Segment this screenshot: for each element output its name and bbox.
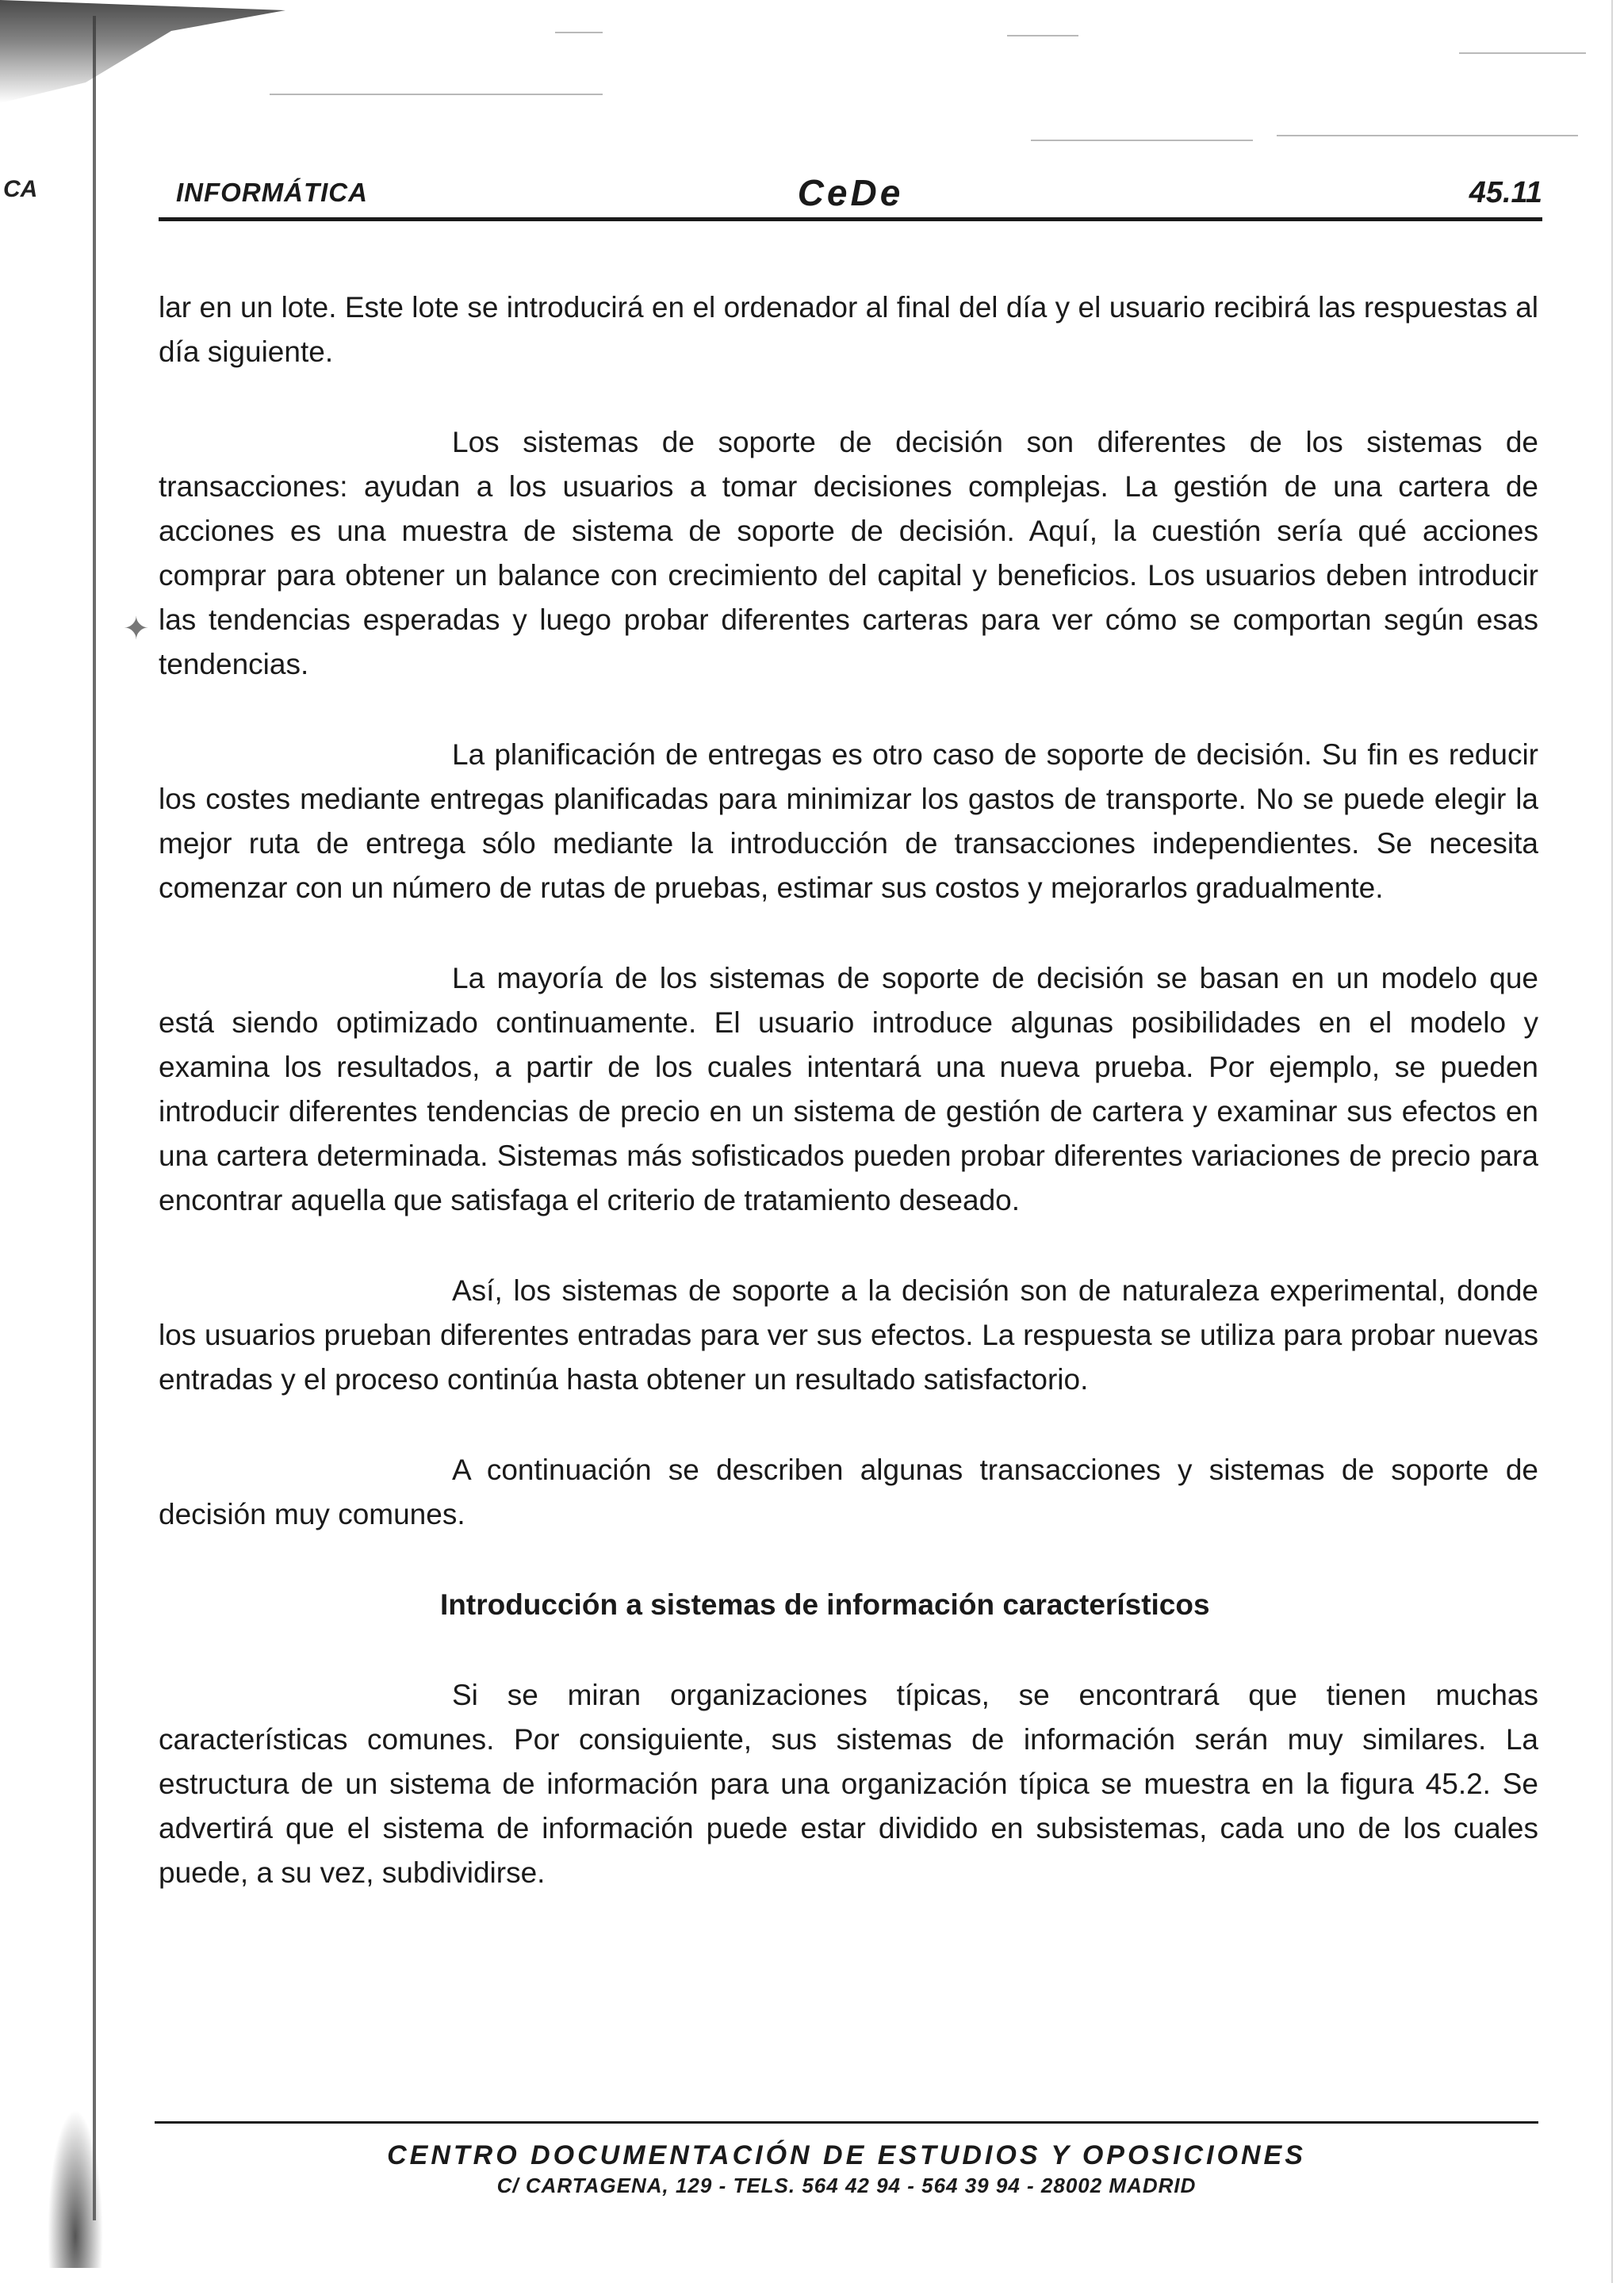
scan-stroke (1459, 52, 1586, 54)
footer-divider (155, 2121, 1538, 2124)
paragraph: La mayoría de los sistemas de soporte de decisión se basan en un modelo que está siendo optimizado continuamente. El usuario introduce algunas posibilidades en el modelo y examina los resultados, a partir de los cuales intentará una nueva prueba. Por ejemplo, se pueden introducir diferentes tendencias de precio en un sistema de gestión de cartera y examinar sus efectos en una cartera determinada. Sistemas más sofisticados pueden probar diferentes variaciones de precio para encontrar aquella que satisfaga el criterio de tratamiento deseado. (159, 962, 1538, 1216)
page-body (159, 285, 1538, 1941)
paragraph: La planificación de entregas es otro caso de soporte de decisión. Su fin es reducir los costes mediante entregas planificadas para minimizar los gastos de transporte. No se puede elegir la mejor ruta de entrega sólo mediante la introducción de transacciones independientes. Se necesita comenzar con un número de rutas de pruebas, estimar sus costos y mejorarlos gradualmente. (159, 738, 1538, 904)
page-right-edge (1611, 0, 1613, 2283)
adjacent-page-fragment: CA (3, 176, 38, 202)
paragraph: Así, los sistemas de soporte a la decisión son de naturaleza experimental, donde los usuarios prueban diferentes entradas para ver sus efectos. La respuesta se utiliza para probar nuevas entradas y el proceso continúa hasta obtener un resultado satisfactorio. (159, 1274, 1538, 1396)
header-divider (159, 217, 1542, 221)
scan-binding-shadow (0, 0, 285, 103)
scan-stroke (1007, 35, 1078, 36)
footer-organization: CENTRO DOCUMENTACIÓN DE ESTUDIOS Y OPOSICIONES (387, 2140, 1306, 2170)
paragraph: Si se miran organizaciones típicas, se encontrará que tienen muchas características comunes. Por consiguiente, sus sistemas de información serán muy similares. La estructura de un sistema de información para una organización típica se muestra en la figura 45.2. Se advertirá que el sistema de información puede estar dividido en subsistemas, cada uno de los cuales puede, a su vez, subdividirse. (159, 1679, 1538, 1889)
scan-binding-smudge (48, 2109, 103, 2268)
section-heading: Introducción a sistemas de información característicos (440, 1588, 1210, 1621)
page-number: 45.11 (1469, 176, 1542, 209)
paragraph: Los sistemas de soporte de decisión son diferentes de los sistemas de transacciones: ayudan a los usuarios a tomar decisiones complejas. La gestión de una cartera de acciones es una muestra de sistema de soporte de decisión. Aquí, la cuestión sería qué acciones comprar para obtener un balance con crecimiento del capital y beneficios. Los usuarios deben introducir las tendencias esperadas y luego probar diferentes carteras para ver cómo se comportan según esas tendencias. (159, 426, 1538, 680)
brand-logo: CeDe (797, 172, 904, 213)
footer-address: C/ CARTAGENA, 129 - TELS. 564 42 94 - 564 39 94 - 28002 MADRID (496, 2174, 1197, 2197)
scan-stroke (555, 32, 603, 33)
section-title: INFORMÁTICA (176, 178, 368, 207)
page-footer (155, 2138, 1538, 2198)
scan-stroke (1031, 140, 1253, 141)
margin-mark-icon: ✦ (123, 611, 150, 646)
paragraph: A continuación se describen algunas transacciones y sistemas de soporte de decisión muy comunes. (159, 1454, 1538, 1530)
paragraph: lar en un lote. Este lote se introducirá en el ordenador al final del día y el usuario recibirá las respuestas al día siguiente. (159, 291, 1538, 368)
scan-binding-line (93, 16, 96, 2220)
scan-stroke (270, 94, 603, 95)
page-header (159, 171, 1542, 216)
scan-stroke (1277, 135, 1578, 136)
